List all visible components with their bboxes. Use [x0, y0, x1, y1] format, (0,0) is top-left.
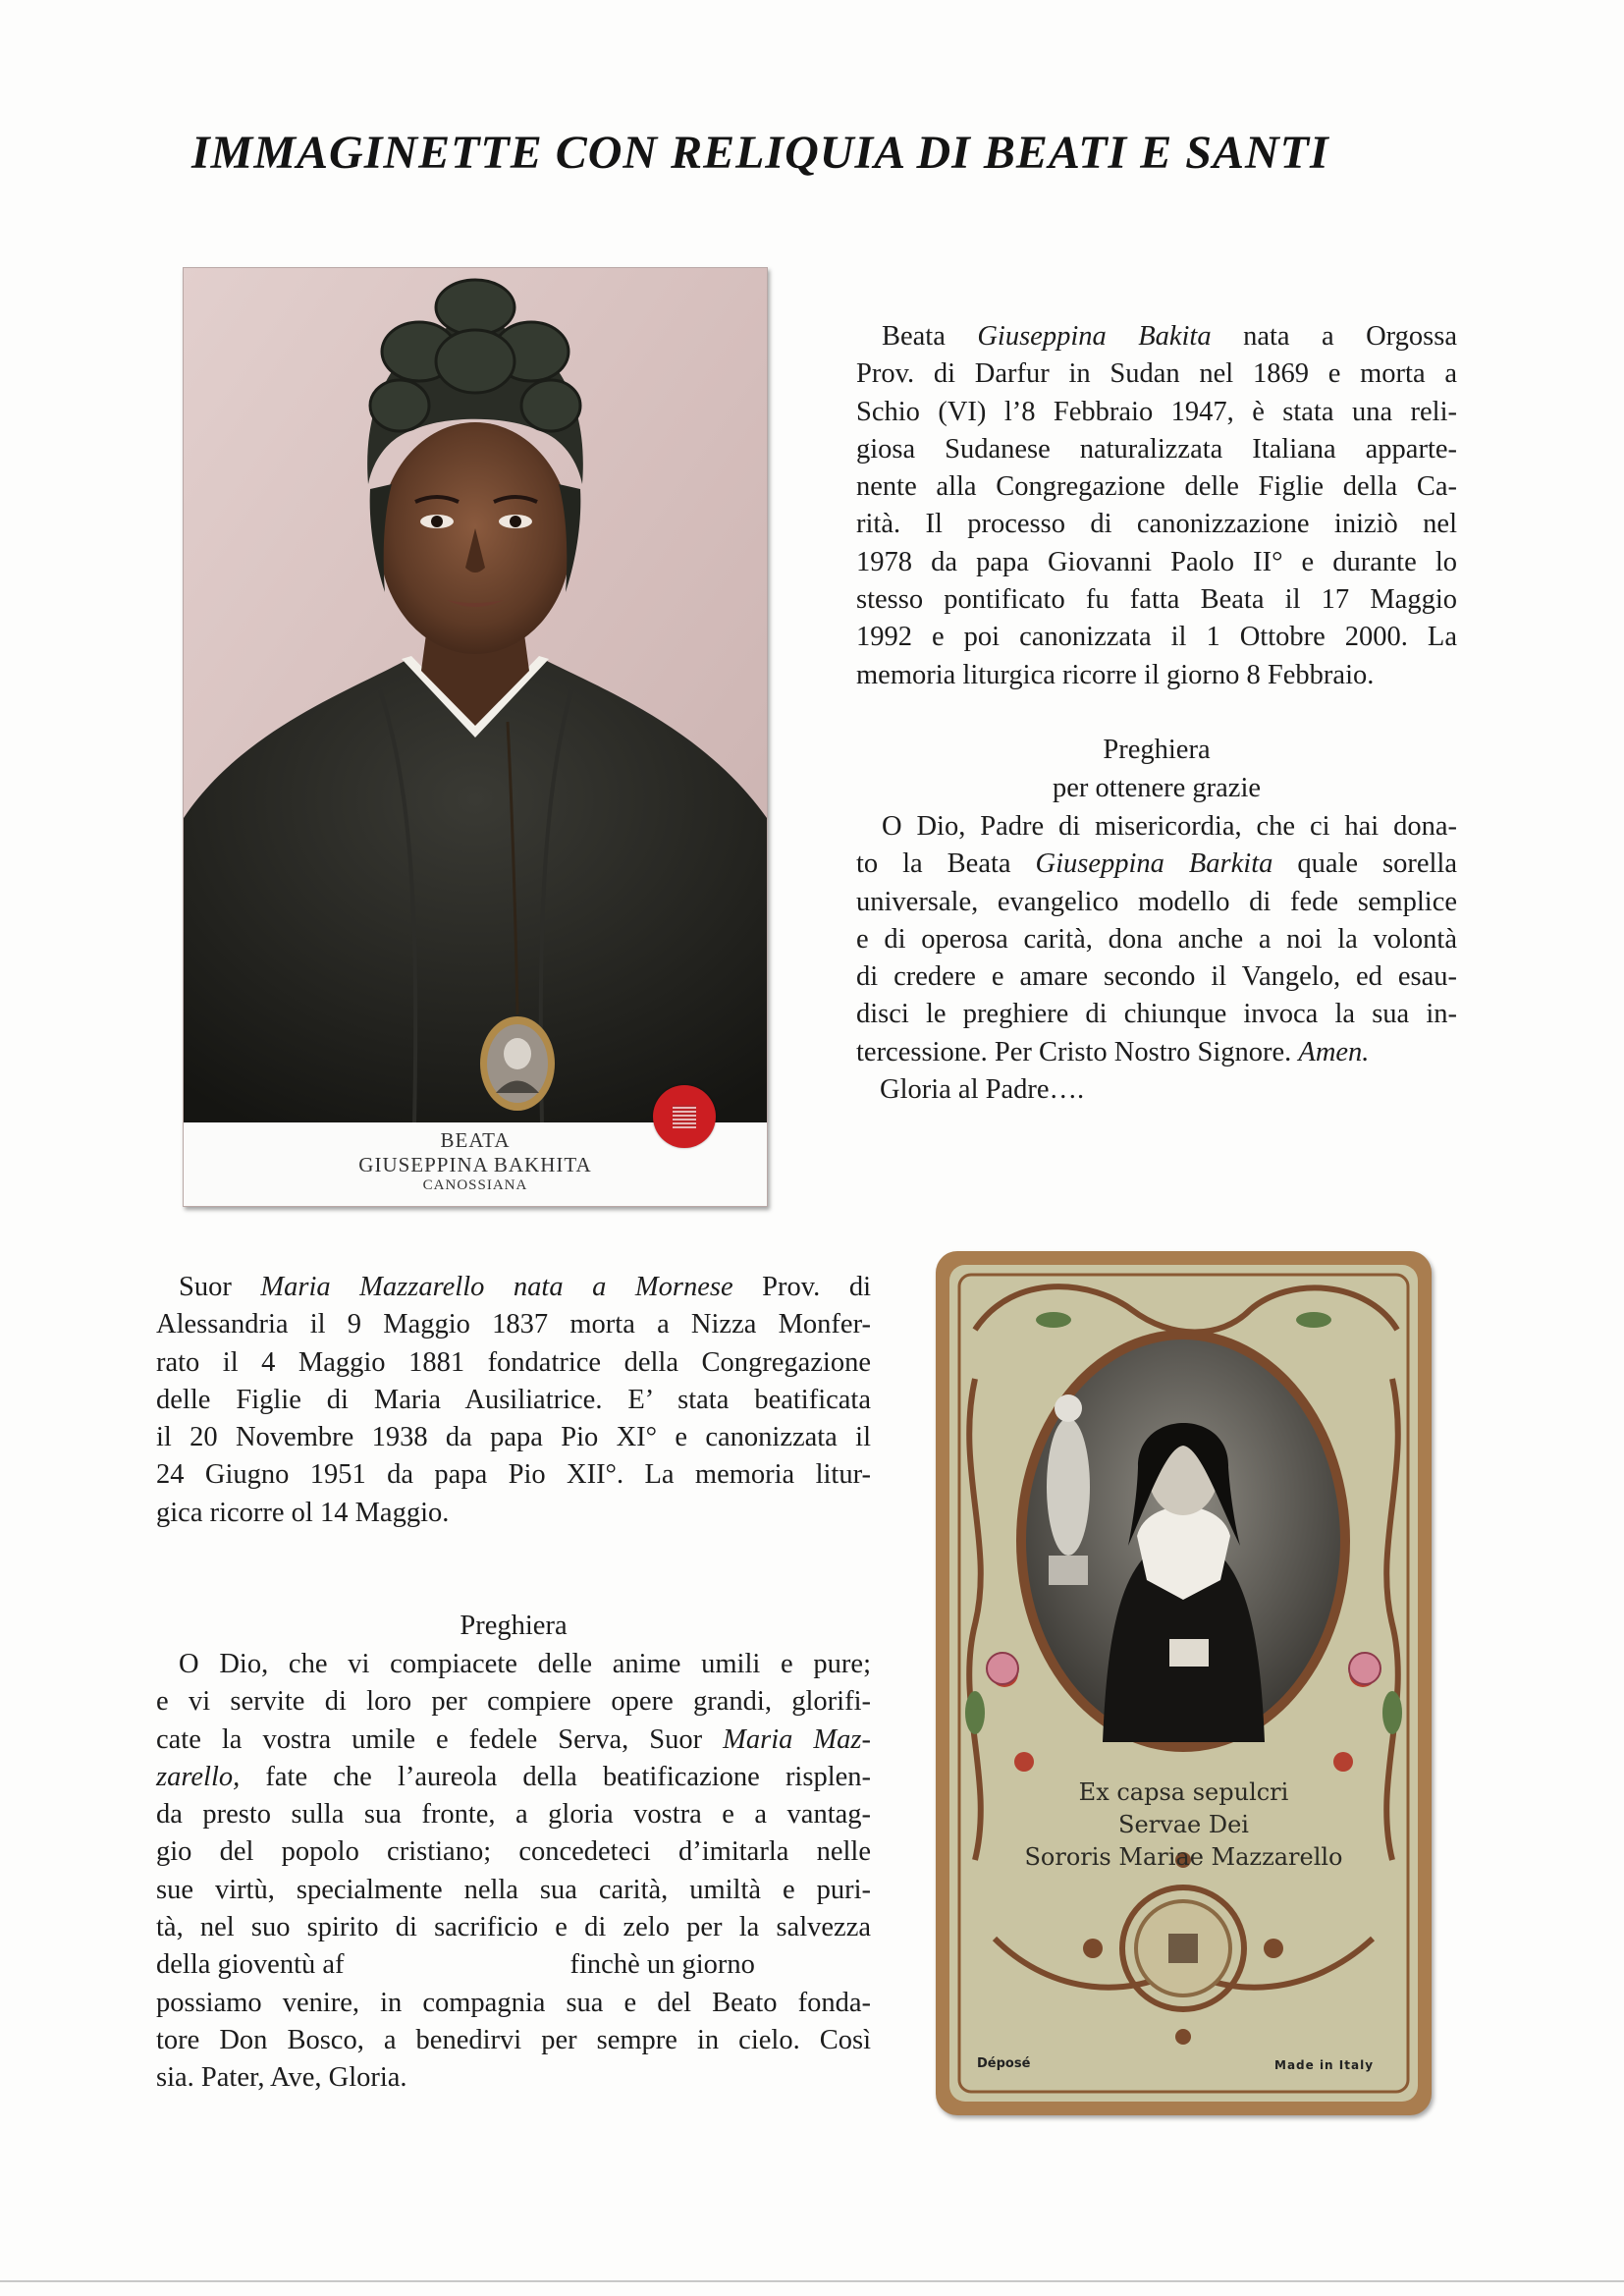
- mazzarello-holy-card: [936, 1251, 1432, 2115]
- text-line: [156, 1269, 871, 1306]
- text-span: tore Don Bosco, a benedirvi per sempre in cielo. Così: [156, 2024, 871, 2055]
- bakhita-portrait: [184, 268, 767, 1206]
- text-line: [856, 581, 1457, 619]
- text-span: sue virtù, specialmente nella sua carità, umiltà e puri-: [156, 1874, 871, 1905]
- text-span: della gioventù af: [156, 1949, 345, 1981]
- italic-name: Giuseppina Barkita: [1035, 848, 1273, 880]
- text-span: nente alla Congregazione delle Figlie della Ca-: [856, 471, 1457, 503]
- text-line: [156, 1683, 871, 1721]
- page-title: IMMAGINETTE CON RELIQUIA DI BEATI E SANTI: [191, 127, 1329, 179]
- bakhita-holy-card: [183, 267, 768, 1207]
- italic-name: Maria Mazzarello: [260, 1272, 485, 1302]
- text-line: [156, 1646, 871, 1683]
- relic-seal-icon: [653, 1085, 716, 1148]
- text-line: [856, 1034, 1457, 1071]
- text-span: gica ricorre ol 14 Maggio.: [156, 1497, 450, 1528]
- text-line: [856, 431, 1457, 468]
- bakhita-prayer-subheading: per ottenere grazie: [1052, 773, 1262, 803]
- text-span: tà, nel suo spirito di sacrificio e di zelo per la salvezza: [156, 1912, 871, 1943]
- text-span: O Dio, che vi compiacete delle anime umili e pure;: [179, 1649, 871, 1679]
- bakhita-biography: [856, 318, 1457, 694]
- caption-line: GIUSEPPINA BAKHITA: [358, 1153, 592, 1176]
- text-line: [156, 2059, 871, 2097]
- text-line: [156, 1495, 871, 1532]
- italic-name: nata a Mornese: [513, 1272, 733, 1302]
- card-footer-made-in-italy: Made in Italy: [1274, 2058, 1375, 2072]
- text-span: 1978 da papa Giovanni Paolo II° e durante lo: [856, 546, 1457, 577]
- text-span: e di operosa carità, dona anche a noi la volontà: [856, 923, 1457, 955]
- text-line: [156, 1306, 871, 1343]
- text-line: [856, 506, 1457, 543]
- text-line: [856, 958, 1457, 996]
- text-span: delle Figlie di Maria Ausiliatrice. E’ stata beatificata: [156, 1384, 871, 1415]
- page-bottom-rule: [0, 2280, 1624, 2282]
- text-line: [156, 1946, 871, 1984]
- text-line: [156, 1833, 871, 1871]
- bakhita-prayer: [856, 808, 1457, 1071]
- italic-name: Maria Maz-: [723, 1723, 872, 1755]
- text-line: [156, 1985, 871, 2022]
- text-line: [856, 808, 1457, 846]
- text-line: [156, 1722, 871, 1759]
- italic-name: fate che l’aureola della beatificazione risplen-: [240, 1761, 871, 1792]
- text-line: [156, 1909, 871, 1946]
- text-line: [856, 657, 1457, 694]
- text-line: [156, 1344, 871, 1382]
- text-line: [156, 1456, 871, 1494]
- text-line: [156, 2022, 871, 2059]
- bakhita-prayer-heading: Preghiera: [1103, 735, 1211, 765]
- text-line: [156, 1382, 871, 1419]
- text-line: [856, 318, 1457, 355]
- text-span: universale, evangelico modello di fede semplice: [856, 886, 1457, 917]
- italic-name: finchè un giorno: [569, 1949, 755, 1981]
- text-span: 1992 e poi canonizzata il 1 Ottobre 2000. La: [856, 622, 1457, 653]
- card-footer-deposited: Déposé: [977, 2056, 1031, 2071]
- text-span: Alessandria il 9 Maggio 1837 morta a Nizza Monfer-: [156, 1309, 871, 1340]
- text-line: [156, 1419, 871, 1456]
- text-span: memoria liturgica ricorre il giorno 8 Febbraio.: [856, 659, 1375, 690]
- text-span: nata a Orgossa: [1211, 321, 1457, 352]
- text-line: [856, 846, 1457, 883]
- text-span: quale sorella: [1272, 848, 1457, 880]
- text-line: [856, 921, 1457, 958]
- text-span: Suor: [179, 1272, 261, 1302]
- text-span: disci le preghiere di chiunque invoca la sua in-: [856, 999, 1457, 1030]
- text-line: [856, 884, 1457, 921]
- mazzarello-biography: [156, 1269, 871, 1532]
- text-span: cate la vostra umile e fedele Serva, Suor: [156, 1723, 724, 1755]
- mazzarello-card-art: [936, 1251, 1432, 2115]
- text-span: sia. Pater, Ave, Gloria.: [156, 2062, 407, 2094]
- text-span: O Dio, Padre di misericordia, che ci hai dona-: [882, 811, 1457, 842]
- text-line: [156, 1872, 871, 1909]
- bakhita-closing: Gloria al Padre….: [880, 1074, 1085, 1105]
- text-line: [156, 1796, 871, 1833]
- inscription-line: Ex capsa sepulcri: [1078, 1778, 1289, 1806]
- text-span: Schio (VI) l’8 Febbraio 1947, è stata una reli-: [856, 396, 1457, 427]
- inscription-line: Servae Dei: [1118, 1811, 1249, 1838]
- text-line: [856, 996, 1457, 1033]
- caption-line: BEATA: [440, 1128, 511, 1152]
- mazzarello-prayer: [156, 1646, 871, 2098]
- text-span: possiamo venire, in compagnia sua e del Beato fonda-: [156, 1987, 871, 2018]
- text-span: da presto sulla sua fronte, a gloria vostra e a vantag-: [156, 1799, 871, 1831]
- text-span: zarello,: [156, 1761, 241, 1792]
- text-line: [856, 619, 1457, 656]
- text-line: [856, 355, 1457, 393]
- text-span: gio del popolo cristiano; concedeteci d’imitarla nelle: [156, 1836, 871, 1868]
- text-line: [156, 1759, 871, 1796]
- caption-line: CANOSSIANA: [422, 1177, 528, 1193]
- text-span: stesso pontificato fu fatta Beata il 17 Maggio: [856, 584, 1457, 616]
- text-span: giosa Sudanese naturalizzata Italiana apparte-: [856, 433, 1457, 465]
- text-span: 24 Giugno 1951 da papa Pio XII°. La memoria litur-: [156, 1459, 871, 1491]
- text-span: Prov. di Darfur in Sudan nel 1869 e morta a: [856, 358, 1457, 390]
- text-span: rato il 4 Maggio 1881 fondatrice della Congregazione: [156, 1346, 871, 1378]
- mazzarello-prayer-heading: Preghiera: [460, 1611, 568, 1641]
- italic-name: Amen.: [1298, 1036, 1370, 1067]
- text-span: di credere e amare secondo il Vangelo, ed esau-: [856, 961, 1457, 993]
- text-span: Prov. di: [732, 1272, 872, 1302]
- inscription-line: Sororis Mariae Mazzarello: [1024, 1843, 1343, 1871]
- text-span: il 20 Novembre 1938 da papa Pio XI° e canonizzata il: [156, 1422, 871, 1453]
- text-span: tercessione. Per Cristo Nostro Signore.: [856, 1036, 1299, 1067]
- text-line: [856, 544, 1457, 581]
- text-line: [856, 468, 1457, 506]
- text-span: [484, 1272, 514, 1302]
- card-inscription: [995, 1777, 1373, 1874]
- text-line: [856, 394, 1457, 431]
- text-span: e vi servite di loro per compiere opere grandi, glorifi-: [156, 1686, 871, 1718]
- text-span: Beata: [882, 321, 978, 352]
- italic-name: Giuseppina Bakita: [977, 321, 1212, 352]
- text-span: to la Beata: [856, 848, 1036, 880]
- text-span: rità. Il processo di canonizzazione iniziò nel: [856, 509, 1457, 540]
